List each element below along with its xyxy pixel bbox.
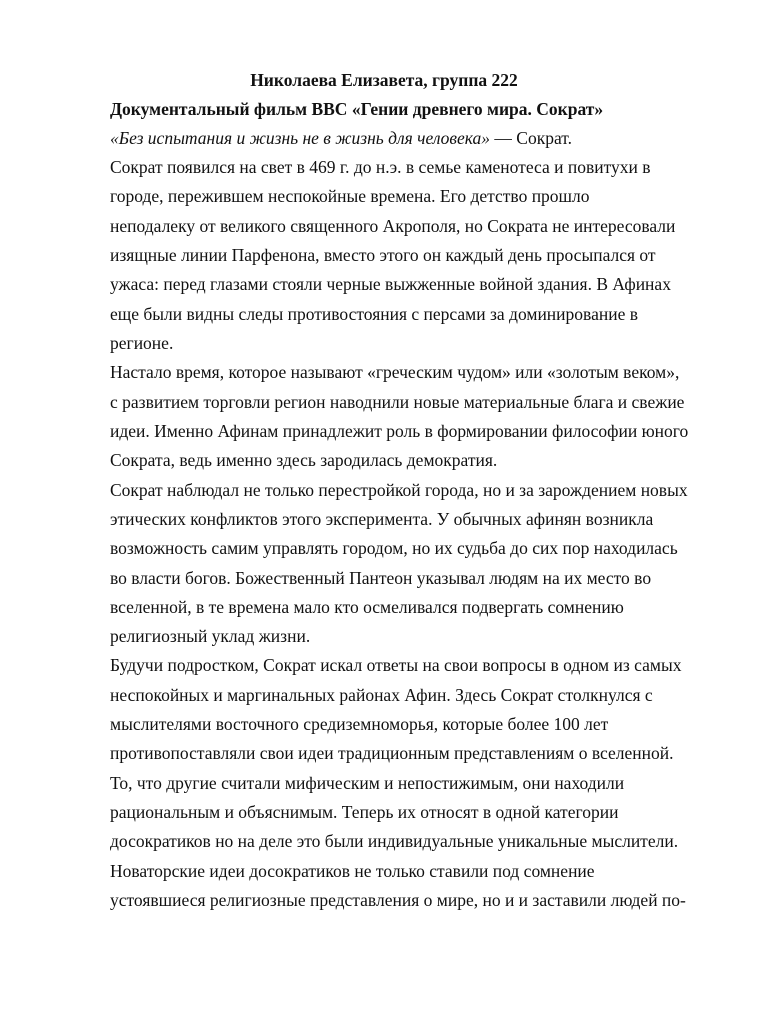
body-line: мыслителями восточного средиземноморья, которые более 100 лет xyxy=(110,714,609,735)
body-line: этических конфликтов этого эксперимента. У обычных афинян возникла xyxy=(110,508,654,529)
body-line: городе, пережившем неспокойные времена. Его детство прошло xyxy=(110,186,590,207)
body-line: еще были видны следы противостояния с персами за доминирование в xyxy=(110,303,638,324)
body-line: Настало время, которое называют «греческим чудом» или «золотым веком», xyxy=(110,362,680,383)
body-line: То, что другие считали мифическим и непостижимым, они находили xyxy=(110,772,625,793)
body-line: Будучи подростком, Сократ искал ответы на свои вопросы в одном из самых xyxy=(110,655,682,676)
body-line: вселенной, в те времена мало кто осмеливался подвергать сомнению xyxy=(110,596,624,617)
body-line: рациональным и объяснимым. Теперь их относят в одной категории xyxy=(110,802,619,822)
body-line: досократиков но на деле это были индивидуальные уникальные мыслители. xyxy=(110,831,679,852)
body-line: Новаторские идеи досократиков не только ставили под сомнение xyxy=(110,860,595,881)
body-line: неподалеку от великого священного Акрополя, но Сократа не интересовали xyxy=(110,215,676,236)
body-line: неспокойных и маргинальных районах Афин. Здесь Сократ столкнулся с xyxy=(110,684,653,705)
epigraph xyxy=(110,128,572,148)
body-line: Сократ наблюдал не только перестройкой города, но и за зарождением новых xyxy=(110,479,688,500)
body-line: устоявшиеся религиозные представления о мире, но и и заставили людей по- xyxy=(110,890,686,910)
body-line: регионе. xyxy=(110,332,174,353)
body-line: во власти богов. Божественный Пантеон указывал людям на их место во xyxy=(110,567,652,588)
author-line: Николаева Елизавета, группа 222 xyxy=(250,70,518,90)
body-line: Сократ появился на свет в 469 г. до н.э. в семье каменотеса и повитухи в xyxy=(110,157,651,177)
epigraph-attribution: — Сократ. xyxy=(490,128,572,148)
body-line: Сократа, ведь именно здесь зародилась демократия. xyxy=(110,450,498,471)
film-title: Документальный фильм BBC «Гении древнего мира. Сократ» xyxy=(110,99,604,119)
body-line: идеи. Именно Афинам принадлежит роль в формировании философии юного xyxy=(110,420,689,441)
body-line: изящные линии Парфенона, вместо этого он каждый день просыпался от xyxy=(110,245,656,265)
body-line: возможность самим управлять городом, но их судьба до сих пор находилась xyxy=(110,538,678,559)
body-line: религиозный уклад жизни. xyxy=(110,626,311,647)
body-line: противопоставляли свои идеи традиционным представлениям о вселенной. xyxy=(110,743,674,764)
body-line: с развитием торговли регион наводнили новые материальные блага и свежие xyxy=(110,391,685,412)
body-line: ужаса: перед глазами стояли черные выжженные войной здания. В Афинах xyxy=(110,274,671,295)
epigraph-quote: «Без испытания и жизнь не в жизнь для человека» xyxy=(110,128,491,148)
